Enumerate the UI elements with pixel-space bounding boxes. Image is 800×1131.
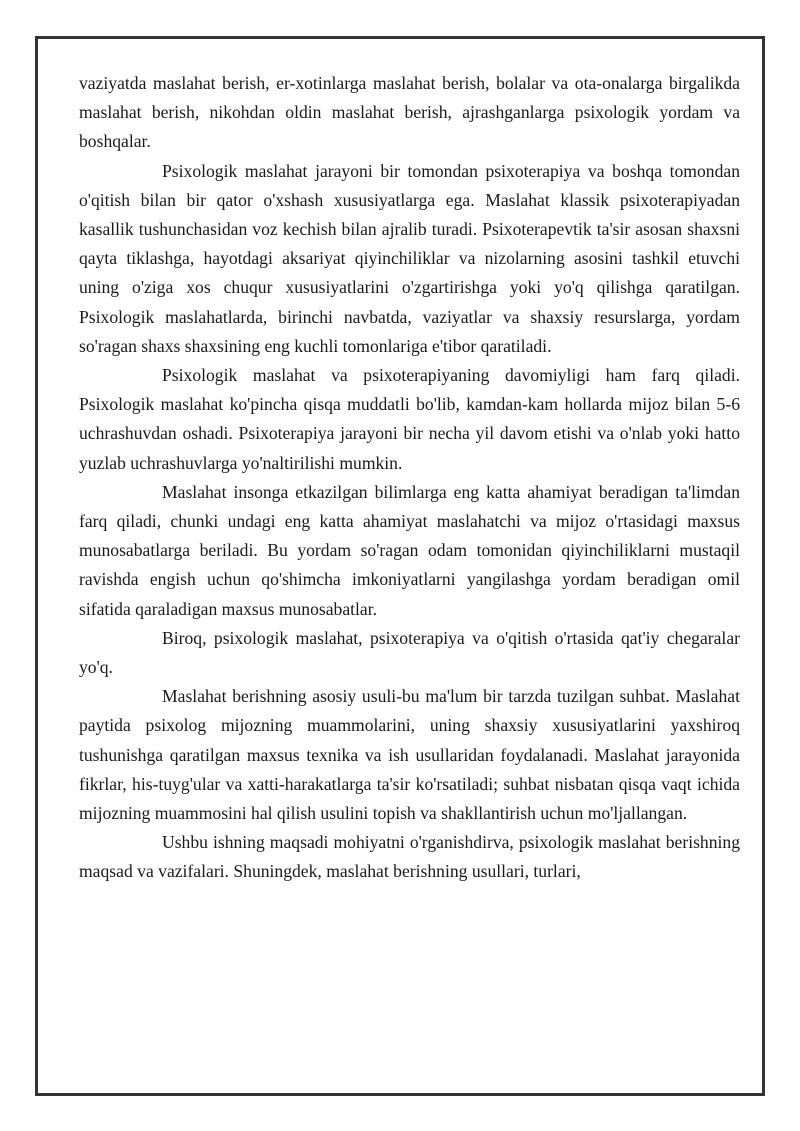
paragraph: Maslahat berishning asosiy usuli-bu ma'lum bir tarzda tuzilgan suhbat. Maslahat paytida psixolog mijozning muammolarini, uning shaxsiy xususiyatlarini yaxshiroq tushunishga qaratilgan maxsus texnika va ish usullaridan foydalanadi. Maslahat jarayonida fikrlar, his-tuyg'ular va xatti-harakatlarga ta'sir ko'rsatiladi; suhbat nisbatan qisqa vaqt ichida mijozning muammosini hal qilish usulini topish va shakllantirish uchun mo'ljallangan.: [79, 686, 740, 824]
paragraph: Maslahat insonga etkazilgan bilimlarga eng katta ahamiyat beradigan ta'limdan farq qiladi, chunki undagi eng katta ahamiyat maslahatchi va mijoz o'rtasidagi maxsus munosabatlarga beriladi. Bu yordam so'ragan odam tomonidan qiyinchiliklarni mustaqil ravishda engish uchun qo'shimcha imkoniyatlarni yangilashga yordam beradigan omil sifatida qaraladigan maxsus munosabatlar.: [79, 481, 740, 619]
paragraph: Psixologik maslahat va psixoterapiyaning davomiyligi ham farq qiladi. Psixologik maslahat ko'pincha qisqa muddatli bo'lib, kamdan-kam hollarda mijoz bilan 5-6 uchrashuvdan oshadi. Psixoterapiya jarayoni bir necha yil davom etishi va o'nlab yoki hatto yuzlab uchrashuvlarga yo'naltirilishi mumkin.: [79, 365, 740, 473]
paragraph-continuation: vaziyatda maslahat berish, er-xotinlarga maslahat berish, bolalar va ota-onalarga birgalikda maslahat berish, nikohdan oldin maslahat berish, ajrashganlarga psixologik yordam va boshqalar.: [79, 73, 740, 152]
paragraph: Ushbu ishning maqsadi mohiyatni o'rganishdirva, psixologik maslahat berishning maqsad va vazifalari. Shuningdek, maslahat berishning usullari, turlari,: [79, 832, 740, 882]
paragraph: Psixologik maslahat jarayoni bir tomondan psixoterapiya va boshqa tomondan o'qitish bilan bir qator o'xshash xususiyatlarga ega. Maslahat klassik psixoterapiyadan kasallik tushunchasidan voz kechish bilan ajralib turadi. Psixoterapevtik ta'sir asosan shaxsni qayta tiklashga, hayotdagi aksariyat qiyinchiliklar va nizolarning asosini tashkil etuvchi uning o'ziga xos chuqur xususiyatlarini o'zgartirishga yoki yo'q qilishga qaratilgan. Psixologik maslahatlarda, birinchi navbatda, vaziyatlar va shaxsiy resurslarga, yordam so'ragan shaxs shaxsining eng kuchli tomonlariga e'tibor qaratiladi.: [79, 160, 740, 356]
document-body: [79, 69, 740, 887]
paragraph: Biroq, psixologik maslahat, psixoterapiya va o'qitish o'rtasida qat'iy chegaralar yo'q.: [79, 627, 740, 678]
